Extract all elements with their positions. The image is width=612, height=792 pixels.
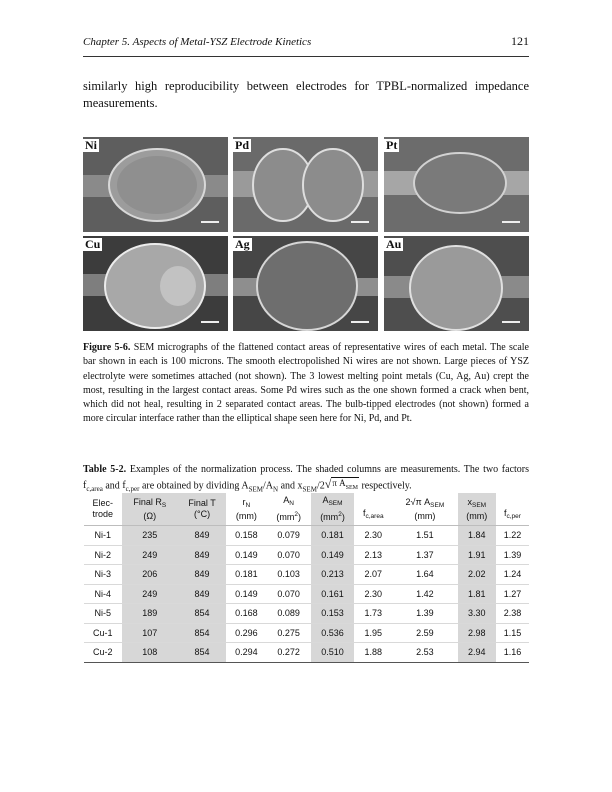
col-header-final-rs: Final $R_S$ (Ω) — [122, 493, 178, 526]
normalization-table — [84, 493, 529, 663]
micrograph-au — [384, 236, 529, 331]
table-row — [84, 584, 529, 604]
cell-electrode: Ni-4 — [84, 584, 122, 604]
cell-rn: 0.158 — [226, 526, 267, 546]
cell-asem: 0.153 — [311, 604, 355, 624]
caption-an-sub: N — [273, 485, 279, 494]
cell-an: 0.103 — [267, 565, 311, 585]
cell-fc-area: 1.73 — [354, 604, 392, 624]
body-paragraph: similarly high reproducibility between electrodes for TPBL-normalized impedance measurements. — [83, 79, 529, 110]
cell-electrode: Ni-1 — [84, 526, 122, 546]
cell-electrode: Ni-2 — [84, 545, 122, 565]
panel-label-cu: Cu — [85, 237, 101, 251]
cell-rn: 0.181 — [226, 565, 267, 585]
caption-text-b: are obtained by dividing A — [141, 480, 249, 492]
col-header-rn: $r_N$ (mm) — [235, 496, 257, 521]
cell-2sqrt-asem: 1.64 — [392, 565, 458, 585]
cell-xsem: 1.91 — [458, 545, 496, 565]
cell-rn: 0.296 — [226, 623, 267, 643]
caption-slash-two: /2 — [316, 480, 325, 492]
caption-xsem-sub: SEM — [302, 485, 317, 494]
cell-fc-per: 1.16 — [496, 643, 529, 663]
page-number: 121 — [511, 34, 529, 48]
cell-final-t: 854 — [178, 643, 226, 663]
cell-fc-area: 1.88 — [354, 643, 392, 663]
cell-electrode: Ni-5 — [84, 604, 122, 624]
fc-per-symbol: $f_{c,per}$ — [122, 480, 140, 494]
cell-electrode: Cu-2 — [84, 643, 122, 663]
panel-label-au: Au — [386, 237, 402, 251]
col-header-2sqrt-asem: 2√π $A_{SEM}$ (mm) — [405, 496, 445, 521]
header-rule — [83, 56, 529, 57]
table-row — [84, 643, 529, 663]
cell-an: 0.070 — [267, 545, 311, 565]
cell-fc-area: 2.07 — [354, 565, 392, 585]
micrograph-pd — [233, 137, 378, 232]
table-row — [84, 545, 529, 565]
cell-xsem: 2.94 — [458, 643, 496, 663]
cell-fc-per: 2.38 — [496, 604, 529, 624]
cell-an: 0.070 — [267, 584, 311, 604]
cell-fc-area: 1.95 — [354, 623, 392, 643]
caption-text-d: respectively. — [361, 480, 412, 492]
cell-final-t: 854 — [178, 623, 226, 643]
table-caption-text-a: Examples of the normalization process. The shaded columns are measurements. The two factors — [129, 464, 530, 475]
cell-an: 0.079 — [267, 526, 311, 546]
cell-an: 0.089 — [267, 604, 311, 624]
cell-xsem: 2.02 — [458, 565, 496, 585]
cell-electrode: Ni-3 — [84, 565, 122, 585]
table-label: Table 5-2. — [83, 464, 127, 475]
micrograph-ag — [233, 236, 378, 331]
cell-an: 0.272 — [267, 643, 311, 663]
col-header-fc-per: $f_{c,per}$ — [503, 507, 521, 520]
cell-rn: 0.294 — [226, 643, 267, 663]
micrograph-ni — [83, 137, 228, 232]
cell-fc-per: 1.39 — [496, 545, 529, 565]
cell-final-t: 849 — [178, 545, 226, 565]
figure-label: Figure 5-6. — [83, 342, 131, 353]
cell-electrode: Cu-1 — [84, 623, 122, 643]
cell-final-t: 854 — [178, 604, 226, 624]
cell-final-rs: 249 — [122, 545, 178, 565]
cell-final-t: 849 — [178, 584, 226, 604]
table-row — [84, 623, 529, 643]
cell-rn: 0.149 — [226, 584, 267, 604]
col-header-fc-area: $f_{c,area}$ — [362, 507, 384, 520]
cell-asem: 0.536 — [311, 623, 355, 643]
cell-final-t: 849 — [178, 565, 226, 585]
panel-label-ni: Ni — [85, 138, 97, 152]
cell-asem: 0.161 — [311, 584, 355, 604]
micrograph-pt — [384, 137, 529, 232]
cell-2sqrt-asem: 1.37 — [392, 545, 458, 565]
fc-area-symbol: $f_{c,area}$ — [83, 480, 103, 494]
chapter-title: Chapter 5. Aspects of Metal-YSZ Electrode Kinetics — [83, 36, 312, 48]
caption-text-c: and x — [280, 480, 303, 492]
panel-label-pd: Pd — [235, 138, 250, 152]
col-header-asem: $A_{SEM}$ $(mm^2)$ — [311, 493, 355, 526]
cell-final-t: 849 — [178, 526, 226, 546]
cell-xsem: 1.81 — [458, 584, 496, 604]
cell-fc-area: 2.30 — [354, 584, 392, 604]
cell-2sqrt-asem: 1.51 — [392, 526, 458, 546]
panel-label-ag: Ag — [235, 237, 250, 251]
cell-final-rs: 235 — [122, 526, 178, 546]
col-header-xsem: $x_{SEM}$ (mm) — [458, 493, 496, 526]
table-header-row — [84, 493, 529, 526]
cell-xsem: 1.84 — [458, 526, 496, 546]
cell-asem: 0.510 — [311, 643, 355, 663]
cell-final-rs: 206 — [122, 565, 178, 585]
col-header-electrode: Elec- trode — [92, 498, 114, 519]
caption-slash-an: /A — [263, 480, 274, 492]
cell-2sqrt-asem: 1.42 — [392, 584, 458, 604]
table-row — [84, 565, 529, 585]
caption-asem-sub: SEM — [248, 485, 264, 494]
running-header — [83, 34, 529, 52]
figure-caption — [83, 341, 529, 427]
cell-xsem: 2.98 — [458, 623, 496, 643]
cell-fc-per: 1.15 — [496, 623, 529, 643]
table-row — [84, 526, 529, 546]
cell-fc-area: 2.30 — [354, 526, 392, 546]
cell-xsem: 3.30 — [458, 604, 496, 624]
cell-final-rs: 108 — [122, 643, 178, 663]
cell-asem: 0.181 — [311, 526, 355, 546]
micrograph-cu — [83, 236, 228, 331]
panel-label-pt: Pt — [386, 138, 398, 152]
cell-2sqrt-asem: 2.59 — [392, 623, 458, 643]
sqrt-expression: √ π $A_{SEM}$ — [324, 477, 358, 492]
cell-fc-per: 1.27 — [496, 584, 529, 604]
cell-asem: 0.213 — [311, 565, 355, 585]
cell-2sqrt-asem: 1.39 — [392, 604, 458, 624]
cell-fc-area: 2.13 — [354, 545, 392, 565]
cell-fc-per: 1.24 — [496, 565, 529, 585]
cell-final-rs: 249 — [122, 584, 178, 604]
cell-asem: 0.149 — [311, 545, 355, 565]
cell-2sqrt-asem: 2.53 — [392, 643, 458, 663]
cell-rn: 0.168 — [226, 604, 267, 624]
cell-rn: 0.149 — [226, 545, 267, 565]
cell-fc-per: 1.22 — [496, 526, 529, 546]
col-header-an: $A_N$ $(mm^2)$ — [276, 495, 301, 522]
cell-final-rs: 107 — [122, 623, 178, 643]
table-row — [84, 604, 529, 624]
cell-an: 0.275 — [267, 623, 311, 643]
col-header-final-t: Final T (°C) — [178, 493, 226, 526]
cell-final-rs: 189 — [122, 604, 178, 624]
figure-caption-text: SEM micrographs of the flattened contact areas of representative wires of each metal. The scale bar shown in each is 100 microns. The smooth electropolished Ni wires are not shown. Large pieces of YSZ electrolyte were sometimes attached (not shown). The 3 lowest melting point metals (Cu, Ag, Au) crept the most, resulting in the largest contact areas. Some Pd wires such as the one shown formed a crack when bent, which did not heal, resulting in 2 separated contact areas. The bulb-tipped electrodes (not shown) formed a more circular interface rather than the elliptical shape seen here for Ni, Pd, and Pt. — [83, 342, 529, 425]
caption-and: and — [105, 480, 120, 492]
